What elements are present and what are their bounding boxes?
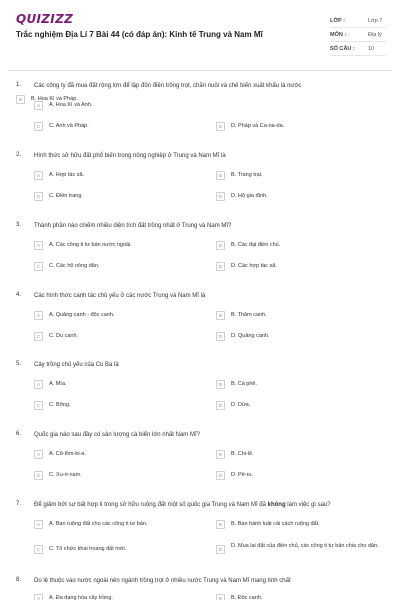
question-text: Quốc gia nào sau đây có sản lượng cà biển lớn nhất Nam Mĩ? xyxy=(34,432,200,438)
option-text: D. Các hợp tác xã. xyxy=(231,263,277,269)
option-text: C. Xu-ri-nam. xyxy=(49,472,82,478)
meta-key: LỚP : xyxy=(330,18,345,24)
option-text: B. Cà phê. xyxy=(231,381,257,387)
question-6 xyxy=(16,427,388,478)
option-letter: A xyxy=(34,520,43,529)
question-number: 7. xyxy=(16,501,22,507)
option-text: D. Hộ gia đình. xyxy=(231,193,268,199)
question-7 xyxy=(16,497,388,552)
option-text: C. Điền trang. xyxy=(49,193,83,199)
option-letter: C xyxy=(34,545,43,554)
option-text: D. Pê-ru. xyxy=(231,472,254,478)
emphasis-text: không xyxy=(267,502,286,508)
option-letter: A xyxy=(34,450,43,459)
meta-row-count xyxy=(330,42,386,56)
option-text: A. Đa dạng hóa cây trồng. xyxy=(49,595,113,600)
option-text: A. Cô-lôm-bi-a. xyxy=(49,451,86,457)
meta-value: 10 xyxy=(368,46,375,52)
option-text: A. Hoa Kì và Anh. xyxy=(49,102,93,108)
option-text: B. Chi-lê. xyxy=(231,451,254,457)
option-text: D. Mua lại đất của điền chủ, các công ti tư bản chia cho dân. xyxy=(231,543,379,549)
option-text: B. Các đại điền chủ. xyxy=(231,242,281,248)
option-letter: C xyxy=(34,192,43,201)
meta-table xyxy=(330,14,386,56)
option-text: C. Anh và Pháp. xyxy=(49,123,89,129)
meta-value: Lớp 7 xyxy=(368,18,383,24)
option-text: B. Hoa Kì và Pháp. xyxy=(31,96,78,102)
meta-row-subject xyxy=(330,28,386,42)
option-letter: D xyxy=(216,545,225,554)
question-1 xyxy=(16,78,388,129)
option-text: A. Hợp tác xã. xyxy=(49,172,85,178)
question-text: Do lệ thuộc vào nước ngoài nên ngành trồng trọt ở nhiều nước Trung và Nam Mĩ mang tính chất xyxy=(34,578,291,584)
option-text: D. Quảng canh. xyxy=(231,333,270,339)
option-letter: D xyxy=(216,332,225,341)
option-letter: B xyxy=(216,171,225,180)
option-letter: A xyxy=(34,241,43,250)
option-letter: D xyxy=(216,192,225,201)
option-text: B. Thâm canh. xyxy=(231,312,267,318)
question-text: Các hình thức canh tác chủ yếu ở các nước Trung và Nam Mĩ là xyxy=(34,293,206,299)
meta-value: Địa lý xyxy=(368,32,382,38)
option-letter: D xyxy=(216,401,225,410)
option-letter: A xyxy=(34,311,43,320)
option-letter: B xyxy=(216,311,225,320)
meta-row-grade xyxy=(330,14,386,28)
question-text: Cây trồng chủ yếu của Cu Ba là xyxy=(34,362,119,368)
option-letter: C xyxy=(34,471,43,480)
option-letter: A xyxy=(34,380,43,389)
option-text: C. Bông. xyxy=(49,402,71,408)
question-number: 3. xyxy=(16,222,22,228)
question-text: Hình thức sở hữu đất phổ biến trong nông nghiệp ở Trung và Nam Mĩ là xyxy=(34,153,226,159)
meta-key: SỐ CÂU : xyxy=(330,46,355,52)
option-text: A. Quảng canh - độc canh. xyxy=(49,312,115,318)
option-letter: C xyxy=(34,332,43,341)
option-letter: B xyxy=(216,594,225,600)
worksheet-header xyxy=(0,0,400,70)
worksheet-title: Trắc nghiệm Địa Lí 7 Bài 44 (có đáp án): Kinh tế Trung và Nam Mĩ xyxy=(16,30,263,39)
option-text: D. Dừa. xyxy=(231,402,251,408)
quizizz-logo: QUIZIZZ xyxy=(16,12,74,26)
option-letter: C xyxy=(34,262,43,271)
question-text: Để giảm bớt sự bất hợp lí trong sở hữu ruộng đất một số quốc gia Trung và Nam Mĩ đã không làm việc gì sau? xyxy=(34,502,331,508)
question-4 xyxy=(16,288,388,339)
question-8 xyxy=(16,573,388,600)
option-text: B. Ban hành luật cải cách ruộng đất. xyxy=(231,521,320,527)
option-letter: D xyxy=(216,122,225,131)
option-text: C. Du canh. xyxy=(49,333,79,339)
meta-key: MÔN : xyxy=(330,32,347,38)
question-number: 2. xyxy=(16,152,22,158)
question-number: 5. xyxy=(16,361,22,367)
question-3 xyxy=(16,218,388,269)
option-letter: B xyxy=(216,241,225,250)
option-text: A. Mía. xyxy=(49,381,67,387)
option-text: B. Trang trại. xyxy=(231,172,263,178)
question-number: 8. xyxy=(16,577,22,583)
option-text: A. Các công ti tư bản nước ngoài. xyxy=(49,242,132,248)
option-letter: A xyxy=(34,594,43,600)
option-letter: B xyxy=(216,380,225,389)
option-letter: D xyxy=(216,262,225,271)
question-number: 6. xyxy=(16,431,22,437)
question-text: Thành phần nào chiếm nhiều diện tích đất trồng nhất ở Trung và Nam Mĩ? xyxy=(34,223,232,229)
question-5 xyxy=(16,357,388,408)
question-2 xyxy=(16,148,388,199)
option-text: C. Các hộ nông dân. xyxy=(49,263,100,269)
option-letter: A xyxy=(34,101,43,110)
option-letter: C xyxy=(34,401,43,410)
option-text: B. Độc canh. xyxy=(231,595,263,600)
option-letter: B xyxy=(216,520,225,529)
question-number: 1. xyxy=(16,82,22,88)
option-letter: D xyxy=(216,471,225,480)
option-letter: C xyxy=(34,122,43,131)
question-number: 4. xyxy=(16,292,22,298)
option-letter: B xyxy=(216,450,225,459)
option-letter: A xyxy=(34,171,43,180)
option-text: A. Ban ruộng đất cho các công ti tư bản. xyxy=(49,521,148,527)
option-letter: B xyxy=(16,95,25,104)
option-text: D. Pháp và Ca-na-da. xyxy=(231,123,285,129)
option-text: C. Tổ chức khai hoang đất mới. xyxy=(49,546,127,552)
header-divider xyxy=(8,70,392,71)
question-text: Các công ty đã mua đất rộng lớn để lập đồn điền trồng trọt, chăn nuôi và chế biến xuất khẩu là nước xyxy=(34,83,302,89)
